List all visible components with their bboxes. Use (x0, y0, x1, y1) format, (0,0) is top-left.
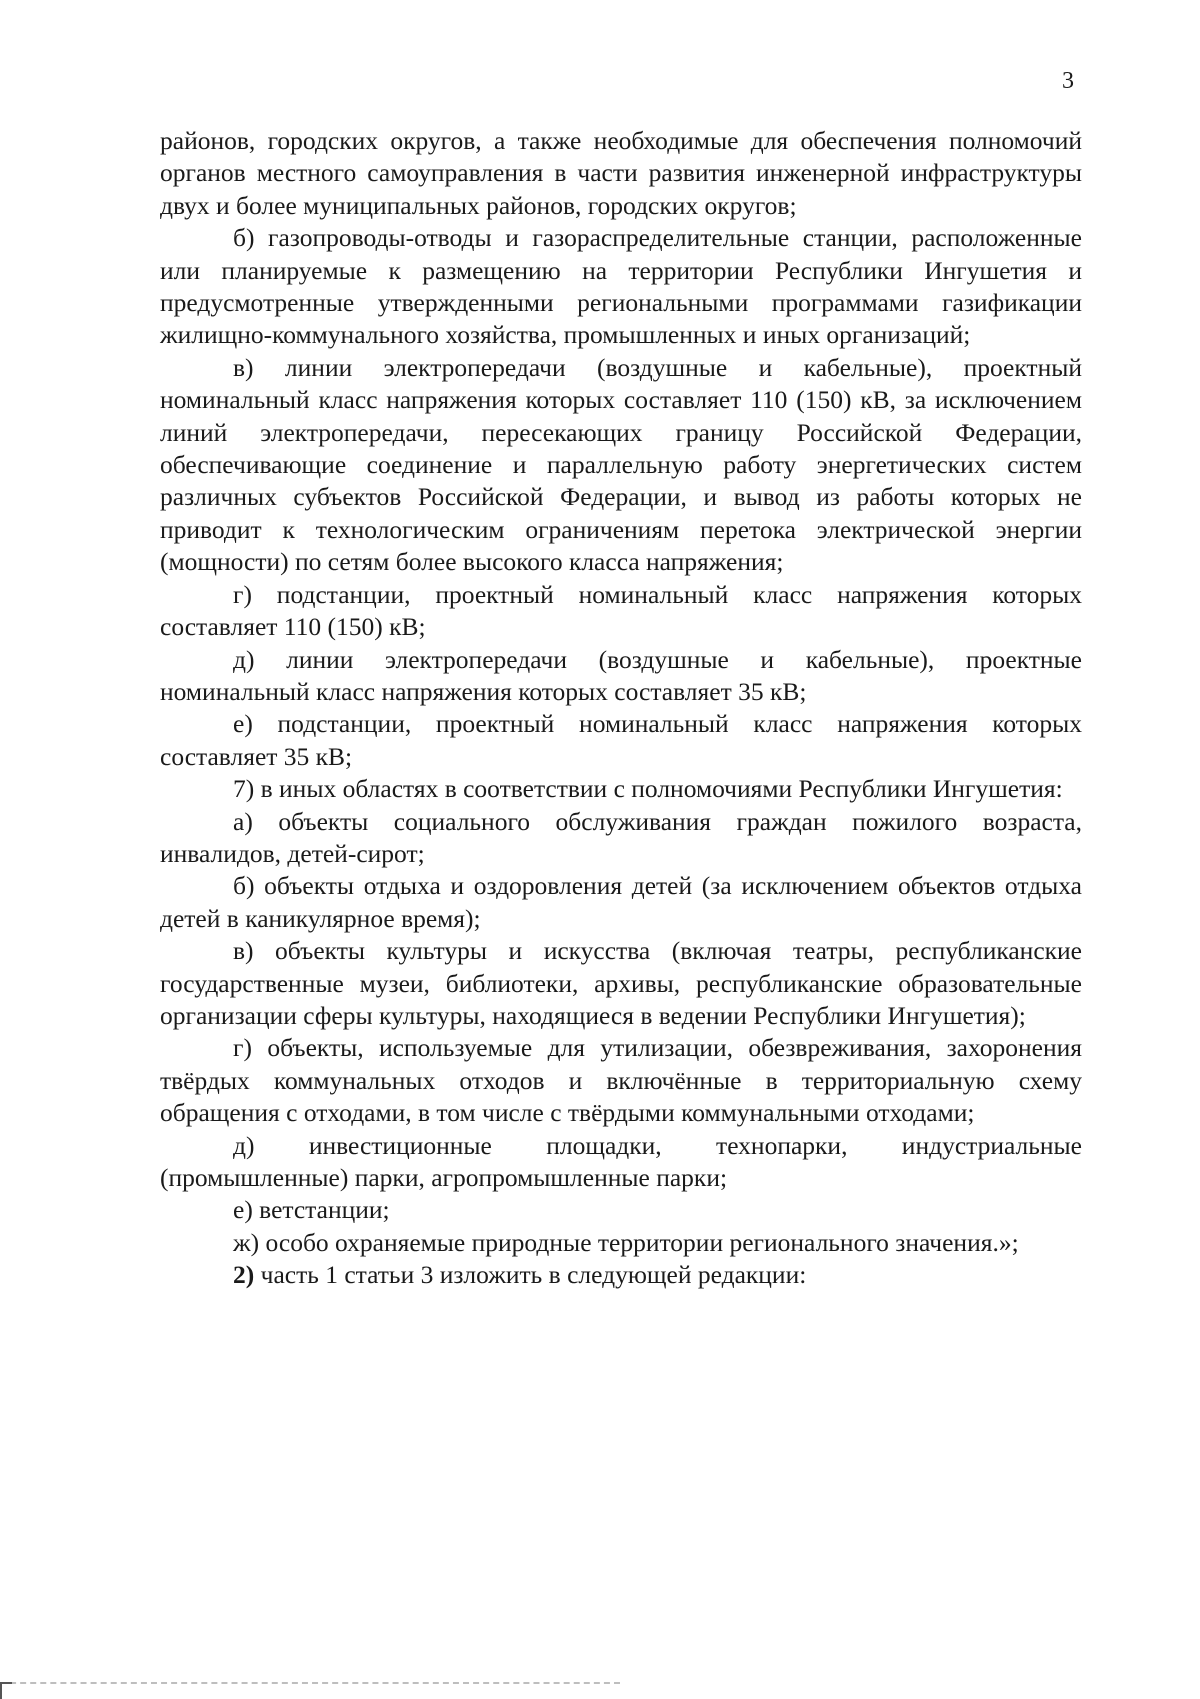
paragraph-item-v-power-lines-110: в) линии электропередачи (воздушные и кабельные), проектный номинальный класс напряжения которых составляет 110 (150) кВ, за исключением линий электропередачи, пересекающих границу Российской Федерации, обеспечивающие соединение и параллельную работу энергетических систем различных субъектов Российской Федерации, и вывод из работы которых не приводит к технологическим ограничениям перетока электрической энергии (мощности) по сетям более высокого класса напряжения; (160, 352, 1082, 577)
scan-corner-mark (0, 1682, 12, 1699)
paragraph-item-b-gas: б) газопроводы-отводы и газораспределительные станции, расположенные или планируемые к размещению на территории Республики Ингушетия и предусмотренные утвержденными региональными программами газификации жилищно-коммунального хозяйства, промышленных и иных организаций; (160, 223, 1082, 350)
paragraph-item-g-waste: г) объекты, используемые для утилизации, обезвреживания, захоронения твёрдых коммунальных отходов и включённые в территориальную схему обращения с отходами, в том числе с твёрдыми коммунальными отходами; (160, 1033, 1082, 1128)
paragraph-item-g-substations-110: г) подстанции, проектный номинальный класс напряжения которых составляет 110 (150) кВ; (160, 579, 1082, 642)
amendment-text: часть 1 статьи 3 изложить в следующей редакции: (254, 1260, 807, 1290)
page-number: 3 (1062, 68, 1074, 94)
paragraph-item-d-power-lines-35: д) линии электропередачи (воздушные и кабельные), проектные номинальный класс напряжения которых составляет 35 кВ; (160, 644, 1082, 706)
paragraph-item-v-culture: в) объекты культуры и искусства (включая театры, республиканские государственные музеи, библиотеки, архивы, республиканские образовательные организации сферы культуры, находящиеся в ведении Республики Ингушетия); (160, 936, 1082, 1030)
paragraph-item-zh-protected: ж) особо охраняемые природные территории регионального значения.»; (233, 1227, 1019, 1257)
amendment-number: 2) (233, 1260, 255, 1290)
document-body (160, 125, 1082, 1292)
paragraph-item-e-vet: е) ветстанции; (233, 1195, 390, 1225)
paragraph-item-d-investment: д) инвестиционные площадки, технопарки, индустриальные (промышленные) парки, агропромышленные парки; (160, 1130, 1082, 1192)
paragraph-item-e-substations-35: е) подстанции, проектный номинальный класс напряжения которых составляет 35 кВ; (160, 709, 1082, 771)
paragraph-item-a-social: а) объекты социального обслуживания граждан пожилого возраста, инвалидов, детей-сирот; (160, 806, 1082, 868)
paragraph-continuation: районов, городских округов, а также необходимые для обеспечения полномочий органов местного самоуправления в части развития инженерной инфраструктуры двух и более муниципальных районов, городских округов; (160, 126, 1082, 220)
paragraph-item-b-recreation: б) объекты отдыха и оздоровления детей (за исключением объектов отдыха детей в каникулярное время); (160, 871, 1082, 933)
paragraph-amendment-2 (160, 1259, 1082, 1291)
scan-edge-line (0, 1682, 620, 1685)
paragraph-section-7: 7) в иных областях в соответствии с полномочиями Республики Ингушетия: (233, 774, 1063, 804)
